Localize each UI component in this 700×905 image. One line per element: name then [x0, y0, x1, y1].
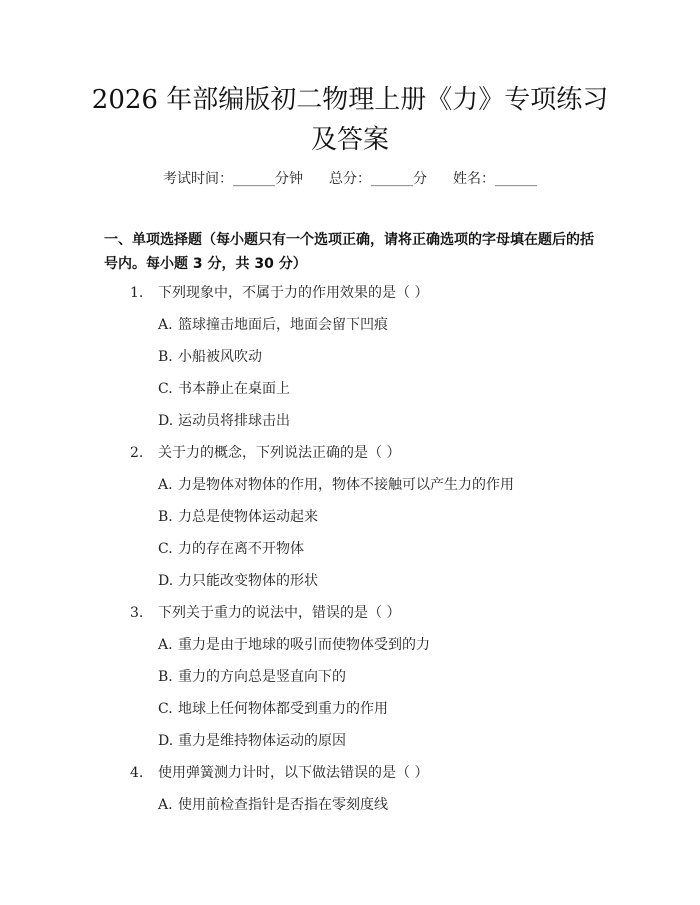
option-2d: D. 力只能改变物体的形状: [158, 573, 318, 589]
question-text: 下列关于重力的说法中，错误的是（ ）: [158, 605, 401, 621]
section-heading: 一、单项选择题（每小题只有一个选项正确，请将正确选项的字母填在题后的括号内。每小题 3 分，共 30 分）: [104, 232, 594, 272]
question-text: 关于力的概念，下列说法正确的是（ ）: [158, 445, 401, 461]
exam-meta: [0, 168, 700, 188]
title-line-1: 2026 年部编版初二物理上册《力》专项练习: [91, 85, 609, 115]
question-3: [130, 603, 400, 623]
question-number: 2.: [130, 445, 144, 461]
question-number: 4.: [130, 765, 144, 781]
option-2c: C. 力的存在离不开物体: [158, 541, 304, 557]
question-number: 1.: [130, 285, 144, 301]
option-1a: A. 篮球撞击地面后，地面会留下凹痕: [158, 317, 388, 333]
question-2: [130, 443, 400, 463]
option-1d: D. 运动员将排球击出: [158, 413, 290, 429]
option-1b: B. 小船被风吹动: [158, 349, 262, 365]
option-3a: A. 重力是由于地球的吸引而使物体受到的力: [158, 637, 430, 653]
question-number: 3.: [130, 605, 144, 621]
option-4a: A. 使用前检查指针是否指在零刻度线: [158, 797, 388, 813]
title-line-2: 及答案: [310, 125, 389, 155]
option-3b: B. 重力的方向总是竖直向下的: [158, 669, 346, 685]
question-text: 下列现象中，不属于力的作用效果的是（ ）: [158, 285, 429, 301]
option-2b: B. 力总是使物体运动起来: [158, 509, 318, 525]
score-label: 总分：______分: [329, 171, 427, 187]
option-3c: C. 地球上任何物体都受到重力的作用: [158, 701, 388, 717]
option-2a: A. 力是物体对物体的作用，物体不接触可以产生力的作用: [158, 477, 514, 493]
option-1c: C. 书本静止在桌面上: [158, 381, 290, 397]
name-label: 姓名：______: [453, 171, 537, 187]
option-3d: D. 重力是维持物体运动的原因: [158, 733, 346, 749]
exam-time-label: 考试时间：______分钟: [163, 171, 303, 187]
document-title: [60, 80, 640, 160]
question-text: 使用弹簧测力计时，以下做法错误的是（ ）: [158, 765, 429, 781]
question-1: [130, 283, 428, 303]
question-4: [130, 763, 428, 783]
